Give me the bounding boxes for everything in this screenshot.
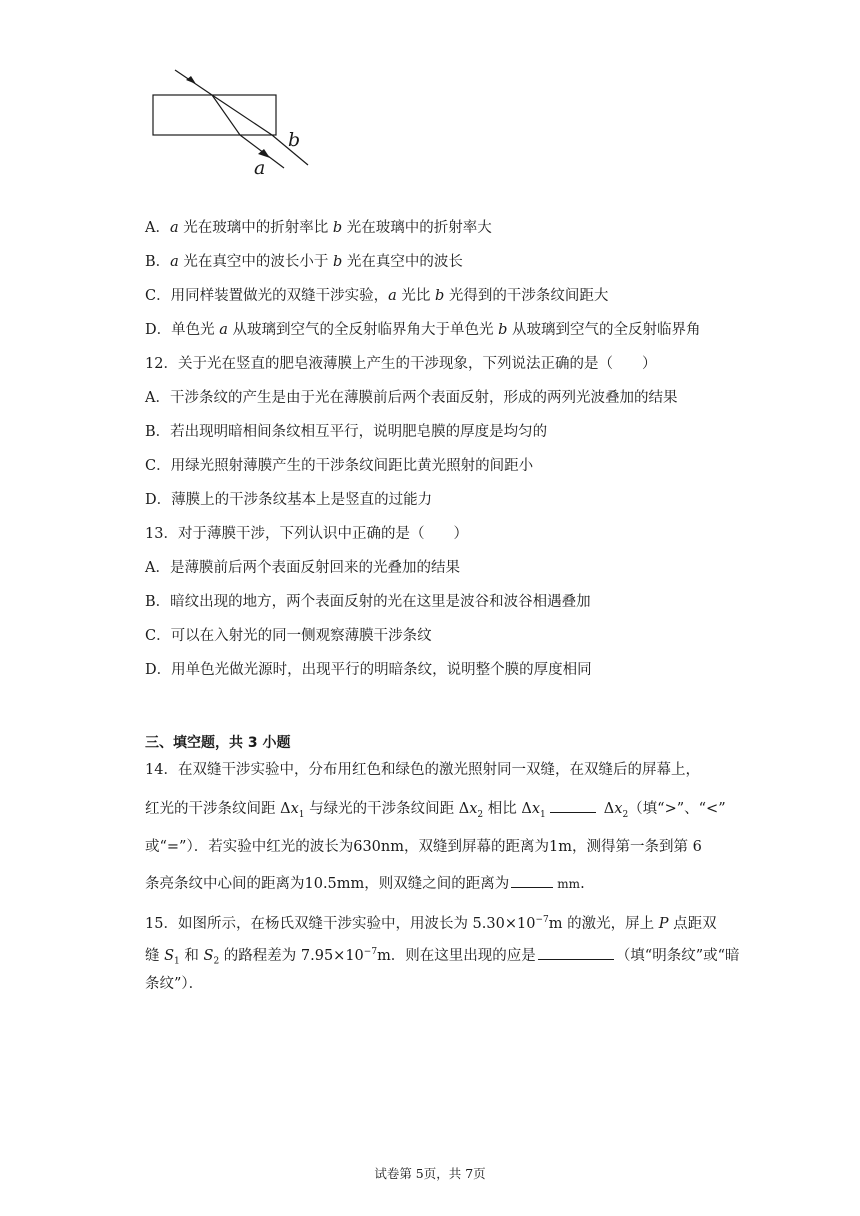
q13-option-b: B．暗纹出现的地方，两个表面反射的光在这里是波谷和波谷相遇叠加: [145, 594, 591, 610]
q12-option-a: A．干涉条纹的产生是由于光在薄膜前后两个表面反射，形成的两列光波叠加的结果: [145, 390, 678, 406]
incident-arrow: [186, 76, 196, 84]
q11-option-c: C．用同样装置做光的双缝干涉实验，a 光比 b 光得到的干涉条纹间距大: [145, 288, 609, 304]
answer-blank-distance[interactable]: [511, 873, 553, 888]
q14-line-1: 14．在双缝干涉实验中，分布用红色和绿色的激光照射同一双缝，在双缝后的屏幕上，: [145, 762, 700, 778]
ray-b-inside: [212, 95, 272, 135]
q15-line-1: 15．如图所示，在杨氏双缝干涉实验中，用波长为 $5.30\times 10^{-7}m$ 的激光，屏上 P 点距双: [145, 915, 717, 932]
q12-option-d: D．薄膜上的干涉条纹基本上是竖直的过能力: [145, 492, 433, 508]
q14-line-2: 红光的干涉条纹间距 $\Delta x_1$ 与绿光的干涉条纹间距 $\Delta x_2$ 相比 $\Delta x_1$ $\Delta x_2$（填“>”、“<”: [145, 798, 726, 825]
q14-line-4: 条亮条纹中心间的距离为10.5mm，则双缝之间的距离为 mm.: [145, 873, 585, 894]
q12-option-c: C．用绿光照射薄膜产生的干涉条纹间距比黄光照射的间距小: [145, 458, 534, 474]
glass-slab: [153, 95, 276, 135]
q15-line-2: 缝 $S_1$ 和 $S_2$ 的路程差为 $7.95\times 10^{-7}m$．则在这里出现的应是 （填“明条纹”或“暗: [145, 942, 740, 972]
q12-stem: 12．关于光在竖直的肥皂液薄膜上产生的干涉现象，下列说法正确的是（ ）: [145, 356, 657, 372]
answer-blank-fringe[interactable]: [538, 945, 614, 960]
q12-option-b: B．若出现明暗相间条纹相互平行，说明肥皂膜的厚度是均匀的: [145, 424, 548, 440]
label-a: a: [254, 157, 266, 179]
answer-blank-compare[interactable]: [550, 798, 596, 813]
refraction-figure: [0, 0, 860, 200]
q11-option-b: B．a 光在真空中的波长小于 b 光在真空中的波长: [145, 254, 463, 270]
q11-option-d: D．单色光 a 从玻璃到空气的全反射临界角大于单色光 b 从玻璃到空气的全反射临界角: [145, 322, 701, 338]
ray-a-inside: [212, 95, 240, 135]
q13-option-c: C．可以在入射光的同一侧观察薄膜干涉条纹: [145, 628, 432, 644]
section-title: 三、填空题，共 3 小题: [145, 735, 291, 751]
page-footer: 试卷第 5页，共 7页: [374, 1166, 486, 1181]
label-b: b: [288, 129, 301, 151]
q13-option-d: D．用单色光做光源时，出现平行的明暗条纹，说明整个膜的厚度相同: [145, 662, 592, 678]
q13-option-a: A．是薄膜前后两个表面反射回来的光叠加的结果: [145, 560, 460, 576]
q11-option-a: A．a 光在玻璃中的折射率比 b 光在玻璃中的折射率大: [145, 220, 492, 236]
q15-line-3: 条纹”）．: [145, 976, 204, 992]
q14-line-3: 或“=”）．若实验中红光的波长为630nm，双缝到屏幕的距离为1m，测得第一条到第 6: [145, 839, 702, 855]
q13-stem: 13．对于薄膜干涉，下列认识中正确的是（ ）: [145, 526, 468, 542]
